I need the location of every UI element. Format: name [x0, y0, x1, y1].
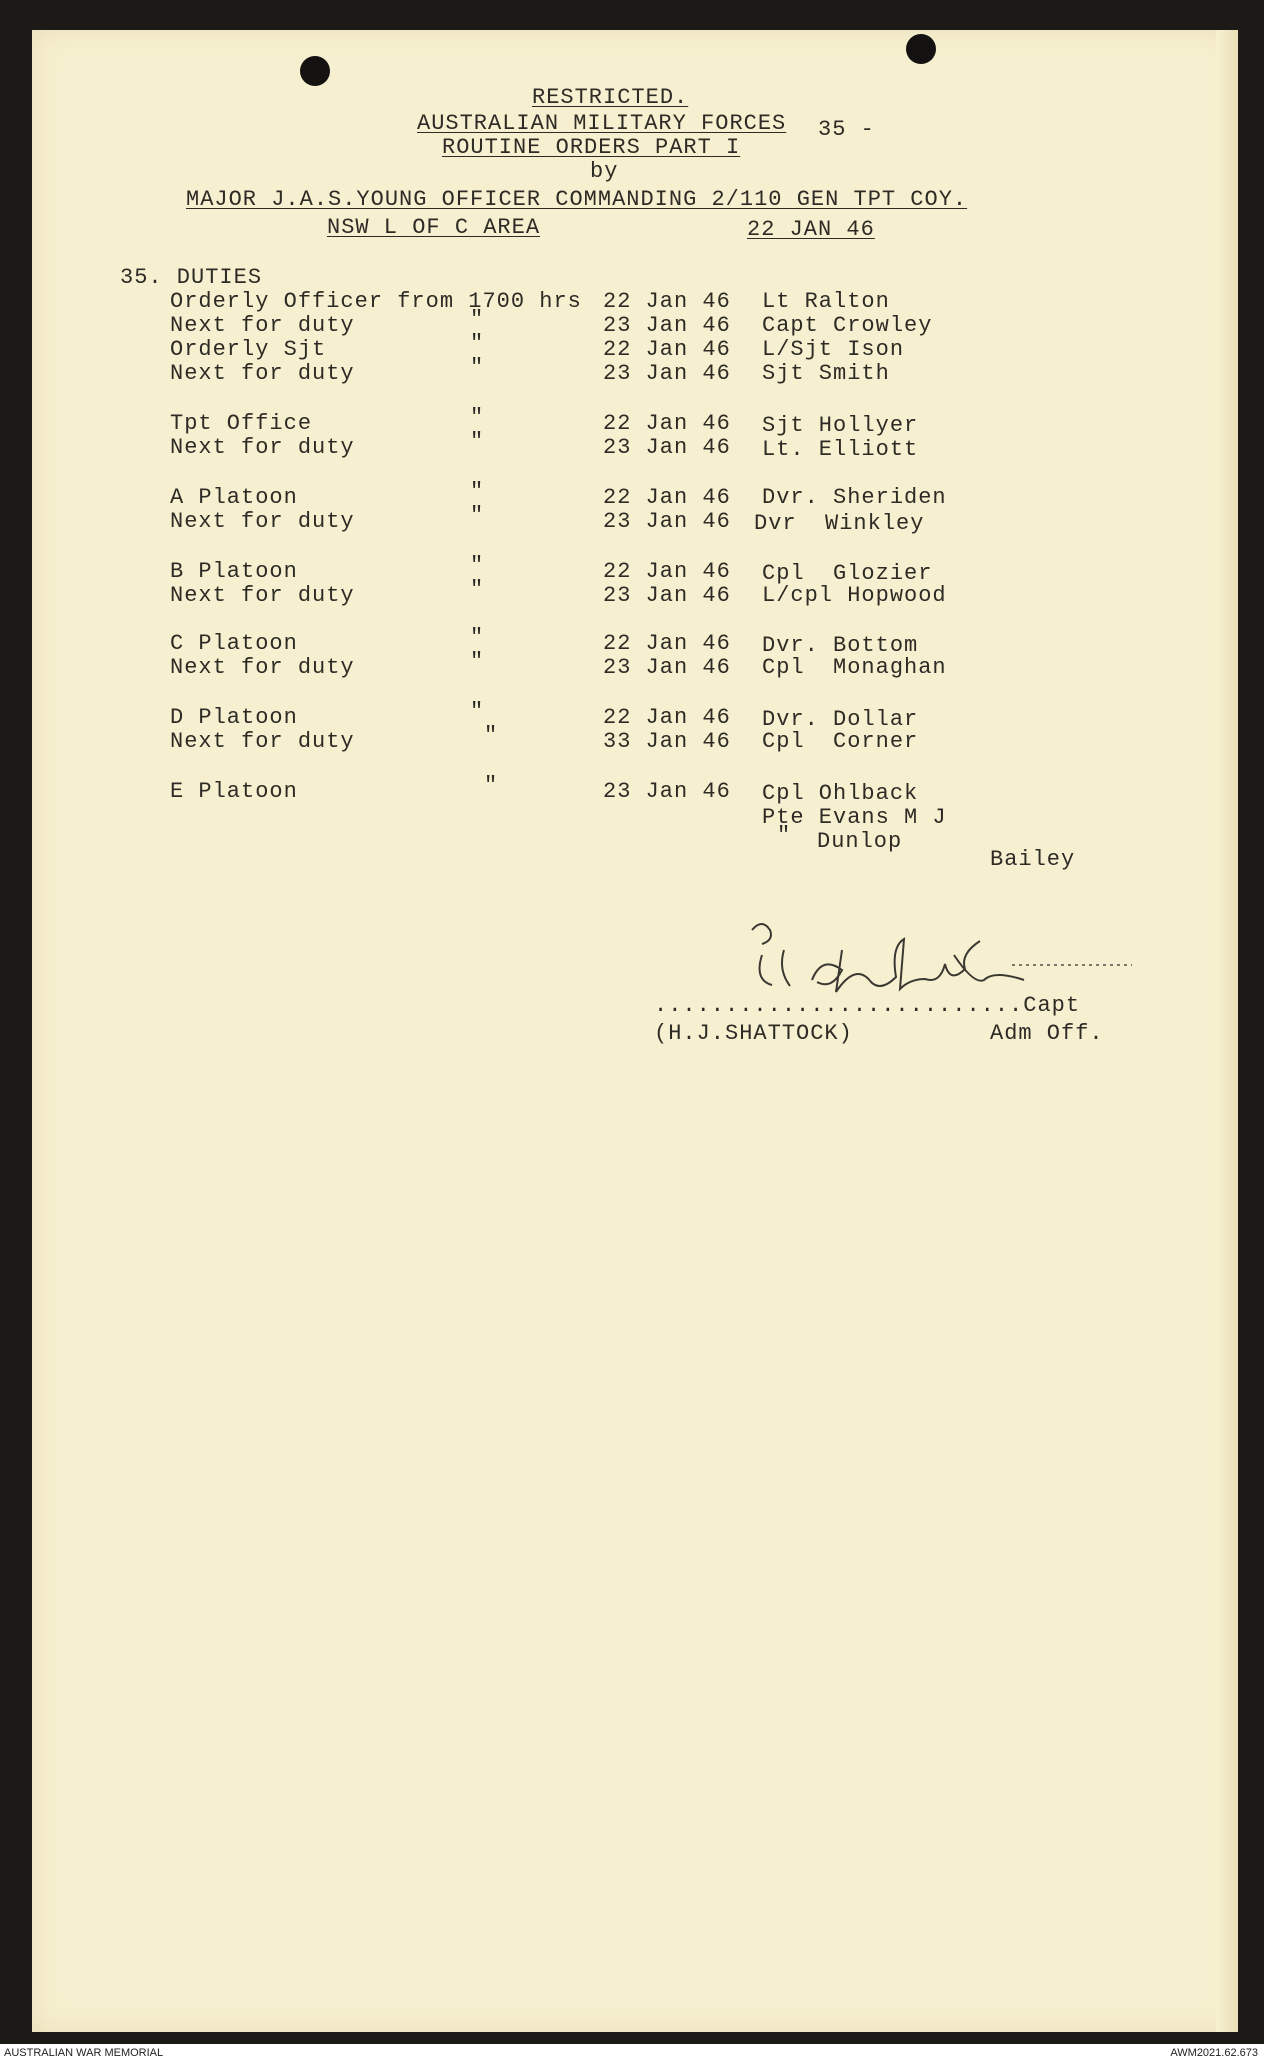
duty-date: 22 Jan 46	[603, 411, 731, 436]
by-label: by	[590, 159, 619, 184]
signatory-role: Adm Off.	[990, 1021, 1104, 1046]
duty-date: 23 Jan 46	[603, 435, 731, 460]
area-label: NSW L OF C AREA	[327, 215, 541, 240]
ditto-mark: "	[470, 355, 485, 380]
extra-name: Bailey	[990, 847, 1076, 872]
duty-name: Sjt Smith	[762, 361, 890, 386]
duty-name: Cpl Corner	[762, 729, 919, 754]
punch-hole-left	[300, 56, 330, 86]
duty-label: E Platoon	[170, 779, 298, 804]
duty-name: L/cpl Hopwood	[762, 583, 947, 608]
duty-date: 22 Jan 46	[603, 289, 731, 314]
page-edge	[1216, 30, 1238, 2032]
footer-accession-number: AWM2021.62.673	[1170, 2047, 1258, 2059]
duty-date: 23 Jan 46	[603, 313, 731, 338]
section-title	[120, 266, 262, 290]
ditto-mark: "	[470, 307, 485, 332]
duty-name: Cpl Ohlback	[762, 781, 919, 806]
extra-name: Pte Evans M J	[762, 805, 947, 830]
duty-date: 23 Jan 46	[603, 655, 731, 680]
signature-dots: ..........................Capt	[654, 993, 1081, 1018]
duty-name: L/Sjt Ison	[762, 337, 905, 362]
duty-date: 22 Jan 46	[603, 337, 731, 362]
duty-label: D Platoon	[170, 705, 298, 730]
extra-name: Dunlop	[817, 829, 903, 854]
duty-date: 22 Jan 46	[603, 559, 731, 584]
duty-label: A Platoon	[170, 485, 298, 510]
page-number: 35 -	[818, 117, 875, 142]
ditto-mark: "	[470, 699, 485, 724]
ditto-mark: "	[470, 405, 485, 430]
duty-name: Dvr. Sheriden	[762, 485, 947, 510]
ditto-mark: "	[470, 649, 485, 674]
routine-orders-heading: ROUTINE ORDERS PART I	[442, 135, 741, 160]
section-title-text: 35. DUTIES	[120, 265, 263, 290]
duty-label: Next for duty	[170, 583, 355, 608]
duty-name: Lt. Elliott	[762, 437, 919, 462]
duty-label: C Platoon	[170, 631, 298, 656]
duty-label: Orderly Officer from 1700 hrs	[170, 289, 582, 314]
duty-label: Next for duty	[170, 361, 355, 386]
duty-label: Orderly Sjt	[170, 337, 327, 362]
duty-name: Capt Crowley	[762, 313, 933, 338]
duty-date: 22 Jan 46	[603, 485, 731, 510]
document-page	[32, 30, 1238, 2032]
duty-date: 22 Jan 46	[603, 631, 731, 656]
duty-name: Cpl Monaghan	[762, 655, 947, 680]
punch-hole-right	[906, 34, 936, 64]
ditto-mark: "	[484, 723, 499, 748]
ditto-mark: "	[470, 577, 485, 602]
ditto-mark: "	[470, 479, 485, 504]
duty-name: Sjt Hollyer	[762, 413, 919, 438]
order-date: 22 JAN 46	[747, 217, 875, 242]
ditto-mark: "	[470, 429, 485, 454]
duty-label: B Platoon	[170, 559, 298, 584]
duty-label: Next for duty	[170, 435, 355, 460]
commander-line: MAJOR J.A.S.YOUNG OFFICER COMMANDING 2/110 GEN TPT COY.	[186, 187, 968, 212]
duty-date: 23 Jan 46	[603, 583, 731, 608]
duty-date: 23 Jan 46	[603, 361, 731, 386]
duty-date: 22 Jan 46	[603, 705, 731, 730]
duty-name: Cpl Glozier	[762, 561, 933, 586]
footer-archive-label: AUSTRALIAN WAR MEMORIAL	[4, 2047, 164, 2059]
signature-line	[654, 994, 1080, 1018]
duty-name: Dvr. Dollar	[762, 707, 919, 732]
duty-name: Lt Ralton	[762, 289, 890, 314]
ditto-mark: "	[484, 773, 499, 798]
duty-label: Tpt Office	[170, 411, 313, 436]
signatory-name: (H.J.SHATTOCK)	[654, 1021, 853, 1046]
ditto-mark: "	[777, 823, 792, 848]
ditto-mark: "	[470, 625, 485, 650]
restricted-label: RESTRICTED.	[532, 85, 689, 110]
duty-name: Dvr. Bottom	[762, 633, 919, 658]
duty-label: Next for duty	[170, 313, 355, 338]
forces-heading: AUSTRALIAN MILITARY FORCES	[417, 111, 787, 136]
duty-name: Dvr Winkley	[754, 511, 925, 536]
duty-date: 33 Jan 46	[603, 729, 731, 754]
duty-date: 23 Jan 46	[603, 509, 731, 534]
duty-label: Next for duty	[170, 655, 355, 680]
ditto-mark: "	[470, 553, 485, 578]
ditto-mark: "	[470, 331, 485, 356]
duty-label: Next for duty	[170, 509, 355, 534]
ditto-mark: "	[470, 503, 485, 528]
duty-label: Next for duty	[170, 729, 355, 754]
duty-date: 23 Jan 46	[603, 779, 731, 804]
